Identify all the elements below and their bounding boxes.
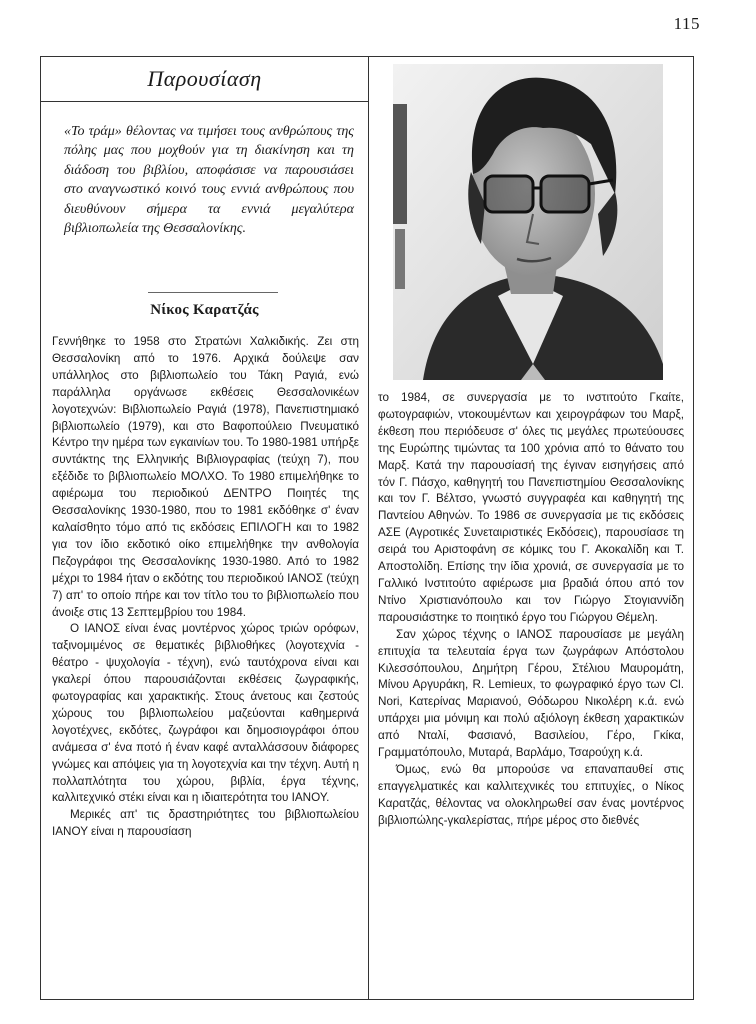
portrait-photo <box>393 64 663 380</box>
title-box <box>40 56 369 102</box>
body-paragraph: το 1984, σε συνεργασία με το ινστιτούτο Γκαίτε, φωτογραφιών, ντοκουμέντων και χειρογράφων του Μαρξ, έκθεση που περιόδευσε σ' όλες τις μεγάλες πρωτεύουσες της Ευρώπης τιμώντας τα 100 χρόνια από το θάνατο του Μαρξ. Κατά την παρουσίασή της έγιναν εισηγήσεις από τόν Γ. Πάσχο, καθηγητή του Πανεπιστημίου Θεσσαλονίκης και τον Γ. Βέλτσο, γνωστό συγγραφέα και καθηγητή της Παντείου Αθηνών. Το 1986 σε συνεργασία με τις εκδόσεις ΑΣΕ (Αγροτικές Συνεταιριστικές Εκδόσεις), παρουσίασε τη σειρά του Αριστοφάνη σε κόμικς του Γ. Ακοκαλίδη και Τ. Αποστολίδη. Επίσης την ίδια χρονιά, σε συνεργασία με το Γαλλικό Ινστιτούτο αφιέρωσε μια βραδιά όπου από τον Ντίνο Χριστιανόπουλο και τον Γιώργο Στογιαννίδη παρουσιάστηκε το ποιητικό έργο του Γιώργου Θέμελη. <box>378 391 684 624</box>
right-column <box>378 390 684 830</box>
body-paragraph: Σαν χώρος τέχνης ο ΙΑΝΟΣ παρουσίασε με μεγάλη επιτυχία τα τελευταία έργα των ζωγράφων Απόστολου Κιλεσσόπουλου, Δημήτρη Γέρου, Στέλιου Μαυρομάτη, Μίνου Αργυράκη, R. Lemieux, το φωγραφικό έργο των Cl. Nori, Κατερίνας Μαριανού, Θόδωρου Νικολέρη κ.ά. ενώ υπάρχει μια μόνιμη και πολύ αξιόλογη έκθεση χαρακτικών από Νταλί, Φασιανό, Βασιλείου, Γέρο, Γκίκα, Γραμματόπουλο, Μυταρά, Βαρλάμο, Τσαρούχη κ.ά. <box>378 627 684 760</box>
body-paragraph: Όμως, ενώ θα μπορούσε να επαναπαυθεί στις επαγγελματικές και καλλιτεχνικές του επιτυχίες, ο Νίκος Καρατζάς, θέλοντας να ολοκληρωθεί σαν ένας μοντέρνος βιβλιοπώλης-γκαλερίστας, πήρε μέρος στο διεθνές <box>378 762 684 827</box>
section-title: Παρουσίαση <box>147 65 262 91</box>
intro-divider <box>148 292 278 293</box>
left-column <box>52 334 359 841</box>
portrait-image <box>393 64 663 380</box>
person-name: Νίκος Καρατζάς <box>150 302 259 318</box>
body-paragraph: Ο ΙΑΝΟΣ είναι ένας μοντέρνος χώρος τριών ορόφων, ταξινομιμένος σε θεματικές βιβλιοθήκες (λογοτεχνία - θέατρο - ψυχολογία - τέχνη), ενώ ταυτόχρονα είναι και γκαλερί όπου παρουσιάζονται εκθέσεις ζωγραφικής, φωτογραφίας και χαρακτικής. Στους άνετους και ζεστούς χώρους του βιβλιοπωλείου μαζεύονται καθημερινά λογοτέχνες, εκδότες, ζωγράφοι και δημοσιογράφοι όπου ανάμεσα σ' ένα ποτό ή έναν καφέ ανταλλάσσουν διάφορες γνώμες και απόψεις για τη λογοτεχνία και την τέχνη. Αυτή η πολλαπλότητα του χώρου, βιβλία, έργα τέχνης, καλλιτεχνικό στέκι είναι και η ιδιαιτερότητα του ΙΑΝΟΥ. <box>52 622 359 805</box>
column-divider <box>368 56 369 1000</box>
body-paragraph: Μερικές απ' τις δραστηριότητες του βιβλιοπωλείου ΙΑΝΟΥ είναι η παρουσίαση <box>52 808 359 839</box>
intro-paragraph: «Το τράμ» θέλοντας να τιμήσει τους ανθρώπους της πόλης μας που μοχθούν για τη διακίνηση και τη διάδοση του βιβλίου, αποφάσισε να παρουσιάσει στο αναγνωστικό κοινό τους εννιά ανθρώπους που διευθύνουν σήμερα τα εννιά μεγαλύτερα βιβλιοπωλεία της Θεσσαλονίκης. <box>64 124 354 237</box>
page-number: 115 <box>673 14 700 33</box>
body-paragraph: Γεννήθηκε το 1958 στο Στρατώνι Χαλκιδικής. Ζει στη Θεσσαλονίκη από το 1976. Αρχικά δούλεψε σαν υπάλληλος στο βιβλιοπωλείο του Τάκη Ραγιά, ενώ παράλληλα οργάνωσε εκθέσεις Θεσσαλονικέων λογοτεχνών: Βιβλιοπωλείο Ραγιά (1978), Πανεπιστημιακό βιβλιοπωλείο (1979), και στο Βαφοπούλειο Πνευματικό Κέντρο την ημέρα των εγκαινίων του. Το 1980-1981 υπήρξε συντάκτης της Ελληνικής Βιβλιογραφίας (τεύχη 7), που εξέδιδε το βιβλιοπωλείο ΜΟΛΧΟ. Το 1980 επιμελήθηκε το αφιέρωμα του περιοδικού ΔΕΝΤΡΟ Ποιητές της Θεσσαλονίκης 1930-1980, που το 1981 εκδόθηκε σ' έναν καλαίσθητο τόμο από τις εκδόσεις ΕΠΙΛΟΓΗ και το 1982 για τον ίδιο εκδοτικό οίκο επιμελήθηκε την ανθολογία Πεζογράφοι της Θεσσαλονίκης 1930-1980. Από το 1982 μέχρι το 1984 ήταν ο εκδότης του περιοδικού ΙΑΝΟΣ (τεύχη 7) απ' το οποίο πήρε και τον τίτλο του το βιβλιοπωλείο που άνοιξε στις 13 Σεπτεμβρίου του 1984. <box>52 335 360 619</box>
